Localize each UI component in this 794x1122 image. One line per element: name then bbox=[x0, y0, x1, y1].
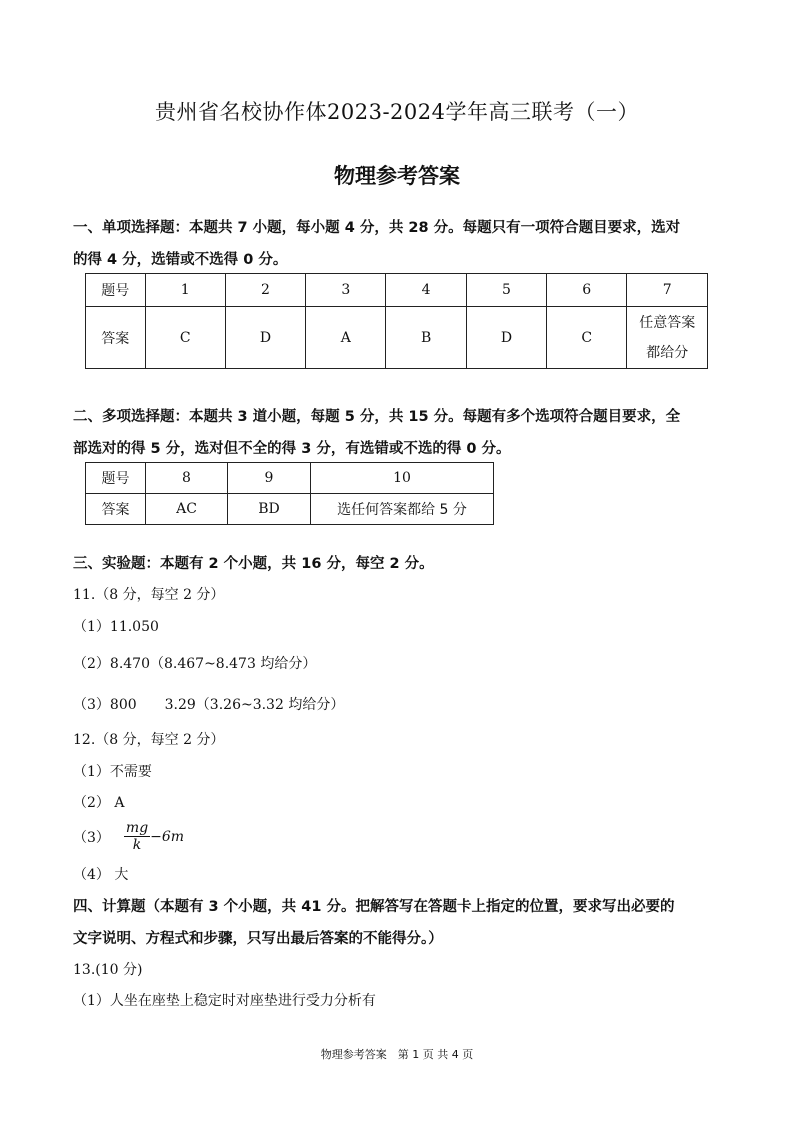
table-row bbox=[86, 494, 494, 525]
q12-answer-3 bbox=[73, 820, 184, 853]
table-cell: B bbox=[386, 307, 466, 369]
table-cell: 6 bbox=[547, 274, 627, 307]
formula-numerator: mg bbox=[125, 820, 149, 836]
section2-heading-line2: 部选对的得 5 分，选对但不全的得 3 分，有选错或不选的得 0 分。 bbox=[73, 441, 511, 457]
table-cell: 3 bbox=[306, 274, 386, 307]
table-cell: 题号 bbox=[86, 274, 146, 307]
section1-heading-line2: 的得 4 分，选错或不选得 0 分。 bbox=[73, 252, 288, 268]
table-cell: 选任何答案都给 5 分 bbox=[311, 494, 494, 525]
formula-tail: −6m bbox=[150, 828, 185, 845]
page-subtitle: 物理参考答案 bbox=[334, 163, 460, 188]
formula-denominator: k bbox=[132, 837, 142, 853]
table-cell: AC bbox=[146, 494, 228, 525]
table-cell: C bbox=[547, 307, 627, 369]
page-footer: 物理参考答案 第 1 页 共 4 页 bbox=[320, 1048, 474, 1061]
table-cell: D bbox=[225, 307, 305, 369]
q12-label: 12.（8 分，每空 2 分） bbox=[73, 732, 225, 748]
table-cell: A bbox=[306, 307, 386, 369]
q11-answer-2: （2）8.470（8.467~8.473 均给分） bbox=[73, 656, 317, 672]
table-cell: 9 bbox=[228, 463, 311, 494]
q11-label: 11.（8 分，每空 2 分） bbox=[73, 587, 225, 603]
q13-label: 13.(10 分) bbox=[73, 962, 143, 978]
table-cell: BD bbox=[228, 494, 311, 525]
q11-answer-3: （3）800 3.29（3.26~3.32 均给分） bbox=[73, 697, 345, 713]
q12-answer-3-prefix: （3） bbox=[73, 829, 110, 846]
table-cell: 2 bbox=[225, 274, 305, 307]
table-cell: D bbox=[466, 307, 546, 369]
table-cell: 任意答案都给分 bbox=[627, 307, 708, 369]
table-row bbox=[86, 463, 494, 494]
table-cell: 4 bbox=[386, 274, 466, 307]
table-cell: 答案 bbox=[86, 307, 146, 369]
q11-answer-1: （1）11.050 bbox=[73, 619, 159, 635]
section4-heading-line2: 文字说明、方程式和步骤，只写出最后答案的不能得分。） bbox=[73, 931, 443, 947]
section1-heading-line1: 一、单项选择题：本题共 7 小题，每小题 4 分，共 28 分。每题只有一项符合题目要求，选对 bbox=[73, 220, 681, 236]
table-cell: 8 bbox=[146, 463, 228, 494]
table-cell: C bbox=[145, 307, 225, 369]
section2-answer-table bbox=[85, 462, 494, 525]
table-cell: 10 bbox=[311, 463, 494, 494]
section1-answer-table bbox=[85, 273, 708, 369]
table-cell: 5 bbox=[466, 274, 546, 307]
section3-heading: 三、实验题：本题有 2 个小题，共 16 分，每空 2 分。 bbox=[73, 556, 434, 572]
section2-heading-line1: 二、多项选择题：本题共 3 道小题，每题 5 分，共 15 分。每题有多个选项符合题目要求，全 bbox=[73, 409, 681, 425]
table-cell: 1 bbox=[145, 274, 225, 307]
table-cell: 答案 bbox=[86, 494, 146, 525]
page-title: 贵州省名校协作体2023-2024学年高三联考（一） bbox=[155, 100, 639, 124]
q12-answer-1: （1）不需要 bbox=[73, 764, 152, 780]
table-row bbox=[86, 274, 708, 307]
section4-heading-line1: 四、计算题（本题有 3 个小题，共 41 分。把解答写在答题卡上指定的位置，要求写出必要的 bbox=[73, 899, 675, 915]
q13-answer-1: （1）人坐在座垫上稳定时对座垫进行受力分析有 bbox=[73, 993, 376, 1009]
formula-fraction bbox=[124, 820, 150, 853]
table-row bbox=[86, 307, 708, 369]
table-cell: 题号 bbox=[86, 463, 146, 494]
table-cell: 7 bbox=[627, 274, 708, 307]
q12-answer-2: （2） A bbox=[73, 795, 125, 811]
q12-answer-4: （4） 大 bbox=[73, 867, 129, 883]
